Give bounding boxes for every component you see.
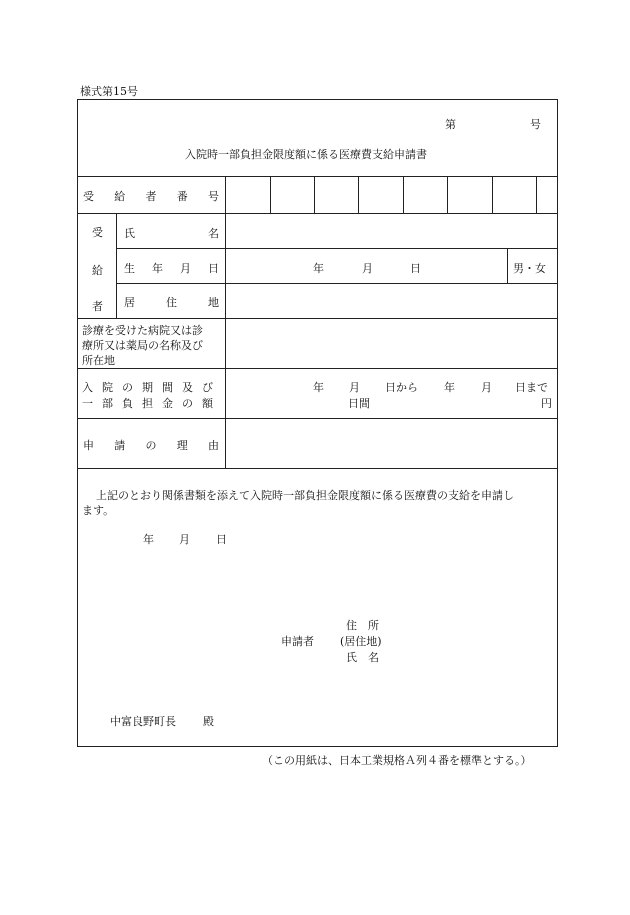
birth-day: 日 xyxy=(410,262,421,275)
statement-line: ます。 xyxy=(82,504,115,517)
hospital-label-line: 療所又は薬局の名称及び xyxy=(82,339,203,352)
birth-label: 生 年 月 日 xyxy=(124,262,219,275)
period-from-day: 日から xyxy=(385,381,418,394)
digit-box-line xyxy=(536,176,537,213)
divider xyxy=(77,418,558,419)
applicant-label: 申請者 xyxy=(281,635,314,648)
addressee-town: 中富良野町長 xyxy=(110,715,176,728)
divider xyxy=(77,213,558,214)
period-yen: 円 xyxy=(541,397,552,410)
divider xyxy=(507,248,508,283)
period-from-month: 月 xyxy=(349,381,360,394)
footer-note: （この用紙は、日本工業規格Ａ列４番を標準とする。） xyxy=(262,754,532,767)
applicant-name-label: 氏 名 xyxy=(346,651,379,664)
period-to-month: 月 xyxy=(481,381,492,394)
application-day: 日 xyxy=(216,533,227,546)
divider xyxy=(116,248,558,249)
digit-box-line xyxy=(447,176,448,213)
statement-line: 上記のとおり関係書類を添えて入院時一部負担金限度額に係る医療費の支給を申請し xyxy=(96,489,514,502)
digit-box-line xyxy=(492,176,493,213)
period-label-line: 入院の期間及び xyxy=(82,381,222,394)
hospital-label-line: 診療を受けた病院又は診 xyxy=(82,324,203,337)
birth-month: 月 xyxy=(362,262,373,275)
divider xyxy=(77,468,558,469)
divider xyxy=(225,176,226,468)
divider xyxy=(77,368,558,369)
recipient-char: 受 xyxy=(92,226,103,239)
application-month: 月 xyxy=(179,533,190,546)
period-from-year: 年 xyxy=(313,381,324,394)
digit-box-line xyxy=(403,176,404,213)
recipient-char: 給 xyxy=(92,264,103,277)
form-title: 入院時一部負担金限度額に係る医療費支給申請書 xyxy=(185,148,427,161)
divider xyxy=(77,318,558,319)
reason-label: 申 請 の 理 由 xyxy=(83,439,219,452)
period-label-line: 一部負担金の額 xyxy=(82,397,222,410)
digit-box-line xyxy=(314,176,315,213)
period-days: 日間 xyxy=(348,397,370,410)
recipient-number-label: 受 給 者 番 号 xyxy=(83,190,219,203)
addressee-sama: 殿 xyxy=(203,715,214,728)
applicant-residence-label: (居住地) xyxy=(340,635,382,648)
divider xyxy=(77,176,558,177)
number-go: 号 xyxy=(530,118,541,131)
digit-box-line xyxy=(270,176,271,213)
period-to-year: 年 xyxy=(444,381,455,394)
applicant-address-label: 住 所 xyxy=(346,619,379,632)
name-label: 氏 名 xyxy=(124,227,219,240)
divider xyxy=(116,213,117,318)
application-year: 年 xyxy=(143,533,154,546)
hospital-label-line: 所在地 xyxy=(82,354,115,367)
number-dai: 第 xyxy=(445,118,456,131)
address-label: 居 住 地 xyxy=(124,296,219,309)
divider xyxy=(116,283,558,284)
recipient-char: 者 xyxy=(92,300,103,313)
birth-year: 年 xyxy=(313,262,324,275)
digit-box-line xyxy=(358,176,359,213)
period-to-day: 日まで xyxy=(515,381,548,394)
form-number: 様式第15号 xyxy=(80,85,138,98)
sex-field: 男・女 xyxy=(513,262,546,275)
